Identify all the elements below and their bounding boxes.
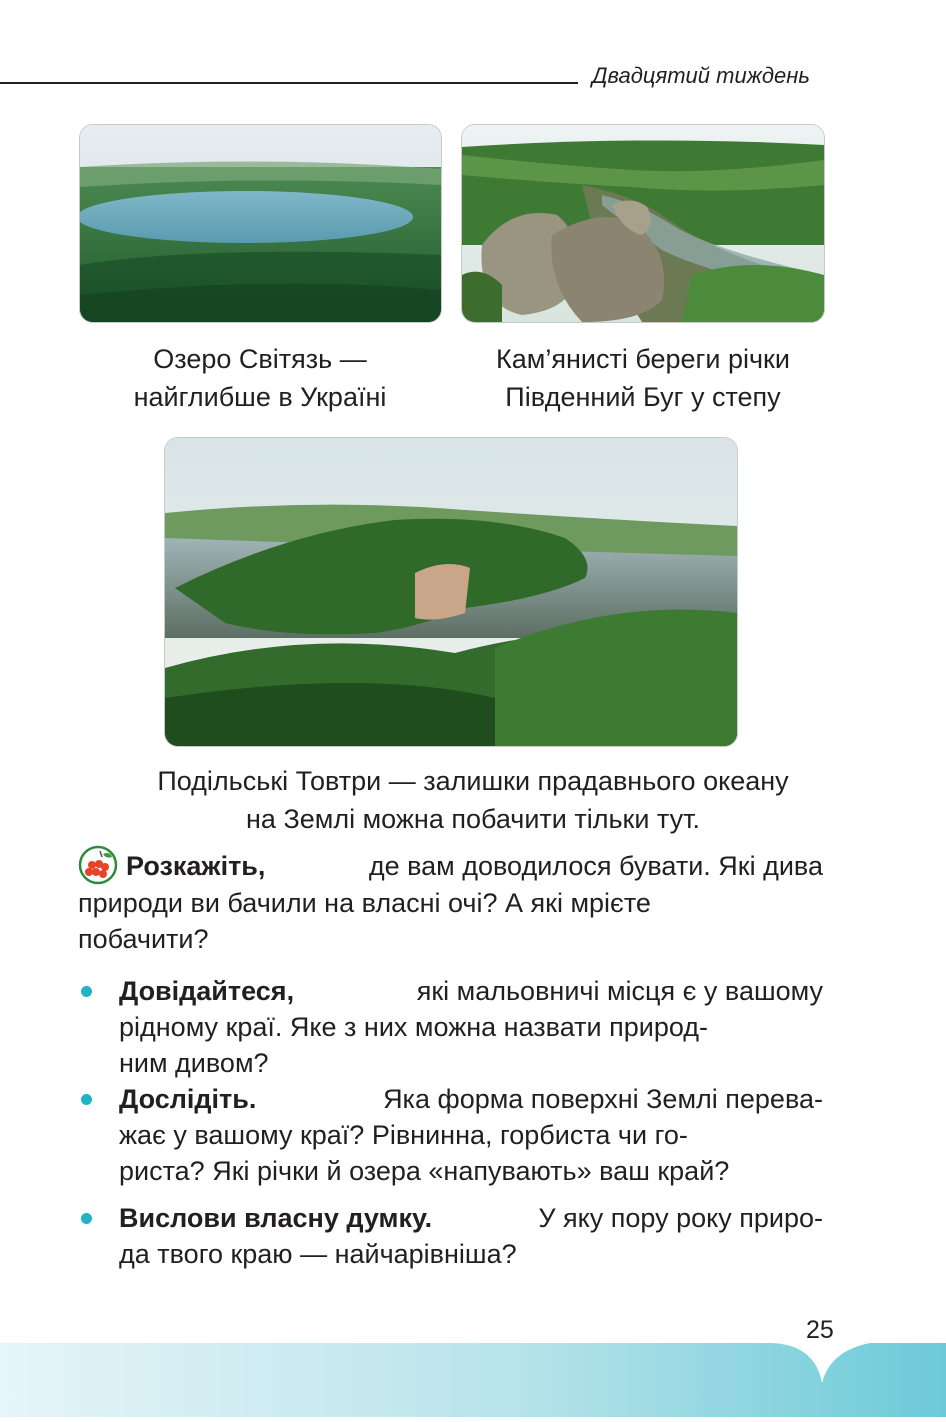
podilski-tovtry-caption [60,762,886,838]
bullet-line: рідному краї. Яке з них можна назвати природ- [119,1012,709,1042]
intro-line [78,848,823,885]
caption-line: найглибше в Україні [133,382,387,412]
intro-line: побачити? [78,923,209,954]
intro-task [78,848,823,957]
bullet-dot-icon [81,1094,92,1105]
intro-line: природи ви бачили на власні очі? А які мрієте [78,887,651,918]
caption-line: Південний Буг у степу [505,382,781,412]
bullet-line: жає у вашому краї? Рівнинна, горбиста чи го- [119,1120,688,1150]
bullet-line: да твого краю — найчарівніша? [119,1239,517,1269]
bullet-text: У яку пору року приро- [538,1203,823,1233]
bullet-dot-icon [81,1213,92,1224]
bullet-bold: Дослідіть. [119,1084,257,1114]
chapter-title: Двадцятий тиждень [592,63,810,88]
bullet-line: риста? Які річки й озера «напувають» ваш край? [119,1156,730,1186]
intro-bold: Розкажіть, [126,851,266,881]
bullet-text: які мальовничі місця є у вашому [416,976,823,1006]
southern-buh-photo [461,124,825,323]
bullet-bold: Довідайтеся, [119,976,295,1006]
bullet-line: ним дивом? [119,1048,269,1078]
footer-band [0,1343,946,1417]
bullet-dot-icon [81,986,92,997]
caption-line: Подільські Товтри — залишки прадавнього океану [157,766,789,796]
caption-line: Кам’янисті береги річки [496,344,790,374]
bullet-text: Яка форма поверхні Землі перева- [383,1084,823,1114]
rowan-berries-icon [78,845,118,885]
caption-line: на Землі можна побачити тільки тут. [246,804,700,834]
podilski-tovtry-photo [164,437,738,747]
southern-buh-caption [448,340,838,416]
header-rule [0,82,578,84]
bullet-bold: Вислови власну думку. [119,1203,433,1233]
caption-line: Озеро Світязь — [153,344,367,374]
lake-svitiaz-photo [79,124,442,323]
intro-text: де вам доводилося бувати. Які дива [368,851,823,881]
page-number: 25 [806,1316,834,1344]
lake-svitiaz-caption [80,340,440,416]
